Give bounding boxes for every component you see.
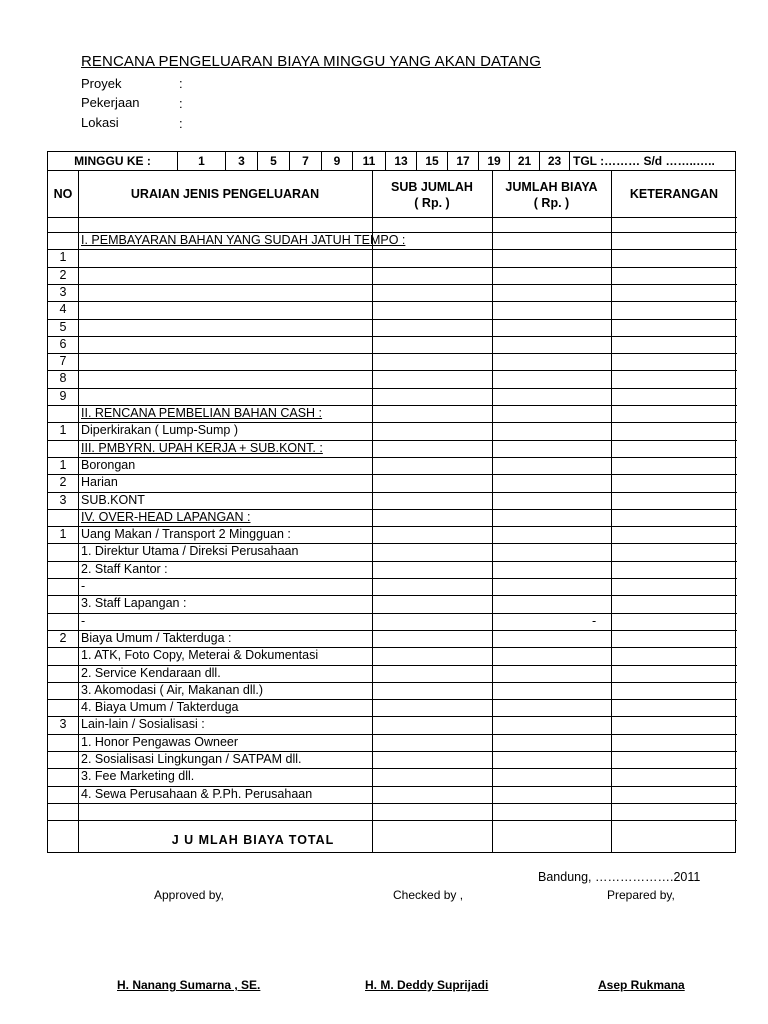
row-number: 3 <box>59 284 67 299</box>
col-header-jumlah-biaya-unit: ( Rp. ) <box>533 196 570 210</box>
row-description: 2. Service Kendaraan dll. <box>81 665 221 680</box>
row-divider <box>48 267 737 268</box>
row-description: 3. Akomodasi ( Air, Makanan dll.) <box>81 682 264 697</box>
week-label: MINGGU KE : <box>48 152 178 170</box>
row-description: 1. ATK, Foto Copy, Meterai & Dokumentasi <box>81 648 319 663</box>
row-description: - <box>81 613 86 628</box>
expense-table <box>47 171 736 853</box>
week-number-cell: 15 <box>417 152 448 170</box>
week-bar <box>47 151 736 171</box>
row-number: 1 <box>59 250 67 265</box>
week-number-cell: 17 <box>448 152 479 170</box>
field-colon: : <box>179 116 183 131</box>
col-divider <box>611 171 612 852</box>
row-number: 1 <box>59 527 67 542</box>
row-divider <box>48 319 737 320</box>
row-number: 4 <box>59 302 67 317</box>
row-number: 9 <box>59 388 67 403</box>
section-heading: III. PMBYRN. UPAH KERJA + SUB.KONT. : <box>81 440 323 455</box>
row-description: 3. Staff Lapangan : <box>81 596 187 611</box>
section-heading: IV. OVER-HEAD LAPANGAN : <box>81 509 251 524</box>
row-number: 2 <box>59 267 67 282</box>
section-heading: I. PEMBAYARAN BAHAN YANG SUDAH JATUH TEMPO : <box>81 233 406 247</box>
row-description: 2. Staff Kantor : <box>81 561 168 576</box>
row-divider <box>48 217 737 218</box>
row-divider <box>48 457 737 458</box>
col-header-sub-jumlah-unit: ( Rp. ) <box>414 196 450 210</box>
row-number: 3 <box>59 492 67 507</box>
row-divider <box>48 803 737 804</box>
col-divider <box>492 171 493 852</box>
week-number-cell: 13 <box>386 152 417 170</box>
row-description: - <box>81 579 86 593</box>
row-number: 7 <box>59 354 67 369</box>
row-divider <box>48 388 737 389</box>
prepared-name: Asep Rukmana <box>598 978 685 992</box>
place-date: Bandung, ……………….2011 <box>538 870 701 884</box>
row-description: SUB.KONT <box>81 492 145 507</box>
row-divider <box>48 370 737 371</box>
total-label: J U MLAH BIAYA TOTAL <box>171 833 335 848</box>
row-divider <box>48 301 737 302</box>
field-label-lokasi: Lokasi <box>81 115 119 130</box>
row-description: 3. Fee Marketing dll. <box>81 769 195 784</box>
row-divider <box>48 336 737 337</box>
row-description: Harian <box>81 475 118 490</box>
section-heading: II. RENCANA PEMBELIAN BAHAN CASH : <box>81 406 323 420</box>
field-colon: : <box>179 96 183 111</box>
week-number-cell: 3 <box>226 152 258 170</box>
row-description: Uang Makan / Transport 2 Mingguan : <box>81 527 291 542</box>
row-number: 5 <box>59 319 67 334</box>
row-divider <box>48 249 737 250</box>
col-divider <box>372 171 373 852</box>
row-description: 1. Direktur Utama / Direksi Perusahaan <box>81 544 299 559</box>
row-divider <box>48 474 737 475</box>
row-number: 1 <box>59 457 67 472</box>
field-label-proyek: Proyek <box>81 76 122 91</box>
checked-name: H. M. Deddy Suprijadi <box>365 978 489 992</box>
row-description: 2. Sosialisasi Lingkungan / SATPAM dll. <box>81 752 302 766</box>
week-number-cell: 5 <box>258 152 290 170</box>
row-description: Lain-lain / Sosialisasi : <box>81 717 205 732</box>
week-number-cell: 21 <box>510 152 540 170</box>
row-description: Borongan <box>81 457 136 472</box>
week-number-cell: 23 <box>540 152 570 170</box>
row-number: 2 <box>59 475 67 490</box>
row-divider <box>48 613 737 614</box>
row-description: Biaya Umum / Takterduga : <box>81 630 232 645</box>
week-number-cell: 1 <box>178 152 226 170</box>
row-divider <box>48 492 737 493</box>
row-number: 1 <box>59 423 67 438</box>
approved-label: Approved by, <box>154 888 224 902</box>
field-label-pekerjaan: Pekerjaan <box>81 95 140 110</box>
week-date-range: TGL :……… S/d ……..….. <box>573 154 715 168</box>
row-amount: - <box>592 613 597 628</box>
row-number: 8 <box>59 371 67 386</box>
row-description: 1. Honor Pengawas Owneer <box>81 734 239 749</box>
row-divider <box>48 578 737 579</box>
row-description: 4. Biaya Umum / Takterduga <box>81 700 239 715</box>
week-number-cell: 9 <box>322 152 353 170</box>
row-divider <box>48 353 737 354</box>
checked-label: Checked by , <box>393 888 464 902</box>
row-description: 4. Sewa Perusahaan & P.Ph. Perusahaan <box>81 786 313 801</box>
form-title: RENCANA PENGELUARAN BIAYA MINGGU YANG AKAN DATANG <box>81 53 542 70</box>
approved-name: H. Nanang Sumarna , SE. <box>117 978 261 992</box>
field-colon: : <box>179 76 183 91</box>
row-divider <box>48 820 737 821</box>
row-description: Diperkirakan ( Lump-Sump ) <box>81 423 238 438</box>
row-divider <box>48 284 737 285</box>
row-number: 6 <box>59 336 67 351</box>
week-number-cell: 19 <box>479 152 510 170</box>
row-number: 2 <box>59 630 67 645</box>
col-divider <box>78 171 79 852</box>
col-header-no: NO <box>53 187 73 201</box>
col-header-sub-jumlah-label: SUB JUMLAH <box>391 180 473 194</box>
week-number-cell: 11 <box>353 152 386 170</box>
col-header-sub-jumlah <box>372 179 492 211</box>
col-header-uraian: URAIAN JENIS PENGELUARAN <box>130 187 320 201</box>
col-header-jumlah-biaya <box>492 179 611 211</box>
week-number-cell: 7 <box>290 152 322 170</box>
col-header-keterangan: KETERANGAN <box>629 187 719 201</box>
col-header-jumlah-biaya-label: JUMLAH BIAYA <box>505 180 598 194</box>
row-number: 3 <box>59 717 67 732</box>
prepared-label: Prepared by, <box>607 888 675 902</box>
